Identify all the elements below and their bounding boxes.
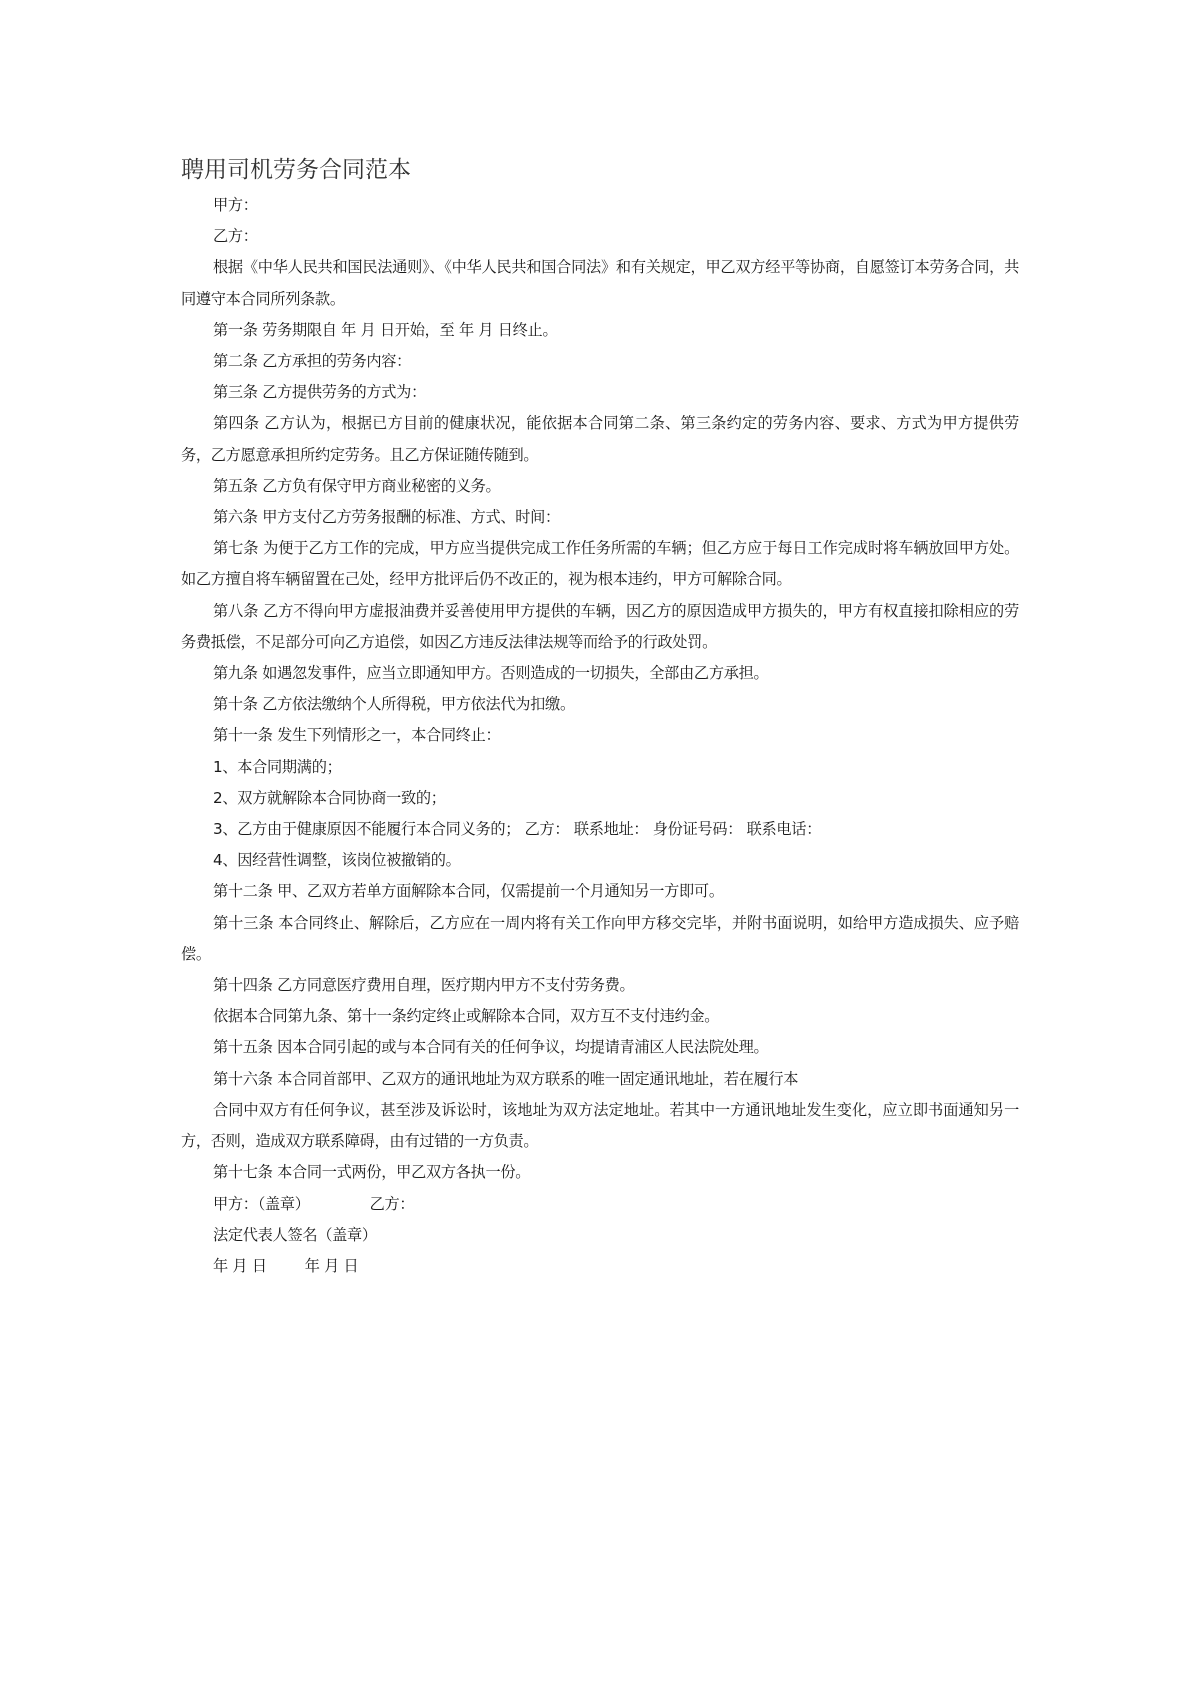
article-3: 第三条 乙方提供劳务的方式为： — [213, 383, 426, 402]
party-a-seal: 甲方：（盖章） — [213, 1194, 310, 1213]
article-14: 第十四条 乙方同意医疗费用自理，医疗期内甲方不支付劳务费。 — [213, 976, 635, 995]
party-a-line: 甲方： — [213, 196, 258, 214]
article-16: 第十六条 本合同首部甲、乙双方的通讯地址为双方联系的唯一固定通讯地址，若在履行本 — [213, 1069, 799, 1088]
date-a: 年 月 日 — [213, 1256, 267, 1275]
article-15: 第十五条 因本合同引起的或与本合同有关的任何争议，均提请青浦区人民法院处理。 — [213, 1038, 769, 1057]
no-penalty-clause: 依据本合同第九条、第十一条约定终止或解除本合同，双方互不支付违约金。 — [213, 1007, 720, 1026]
party-b-line: 乙方： — [213, 227, 258, 246]
article-10: 第十条 乙方依法缴纳个人所得税，甲方依法代为扣缴。 — [213, 695, 575, 714]
article-11-item-3: 3、乙方由于健康原因不能履行本合同义务的； 乙方： 联系地址： 身份证号码： 联系电话： — [213, 820, 822, 839]
article-2: 第二条 乙方承担的劳务内容： — [213, 352, 412, 371]
article-11-item-4: 4、因经营性调整，该岗位被撤销的。 — [213, 851, 461, 870]
article-6: 第六条 甲方支付乙方劳务报酬的标准、方式、时间： — [213, 508, 560, 527]
article-11-item-2: 2、双方就解除本合同协商一致的； — [213, 788, 446, 807]
article-17: 第十七条 本合同一式两份，甲乙双方各执一份。 — [213, 1163, 531, 1182]
preamble: 根据《中华人民共和国民法通则》、《中华人民共和国合同法》和有关规定，甲乙双方经平等协商，自愿签订本劳务合同，共同遵守本合同所列条款。 — [181, 258, 1019, 308]
article-4: 第四条 乙方认为，根据已方目前的健康状况，能依据本合同第二条、第三条约定的劳务内容、要求、方式为甲方提供劳务，乙方愿意承担所约定劳务。且乙方保证随传随到。 — [181, 414, 1019, 464]
signature-dates-line — [181, 1251, 1019, 1282]
article-12: 第十二条 甲、乙双方若单方面解除本合同，仅需提前一个月通知另一方即可。 — [213, 882, 724, 901]
article-1: 第一条 劳务期限自 年 月 日开始，至 年 月 日终止。 — [213, 320, 558, 339]
party-b-signature: 乙方： — [369, 1194, 415, 1213]
article-16-continued: 合同中双方有任何争议，甚至涉及诉讼时，该地址为双方法定地址。若其中一方通讯地址发生变化，应立即书面通知另一方，否则，造成双方联系障碍，由有过错的一方负责。 — [181, 1100, 1019, 1151]
article-11: 第十一条 发生下列情形之一，本合同终止： — [213, 726, 501, 745]
article-13: 第十三条 本合同终止、解除后，乙方应在一周内将有关工作向甲方移交完毕，并附书面说明，如给甲方造成损失、应予赔偿。 — [181, 913, 1019, 963]
article-5: 第五条 乙方负有保守甲方商业秘密的义务。 — [213, 476, 501, 495]
signature-parties-line — [181, 1189, 1019, 1220]
legal-rep-signature: 法定代表人签名（盖章） — [213, 1225, 377, 1244]
article-11-item-1: 1、本合同期满的； — [213, 757, 342, 776]
document-page — [181, 152, 1019, 1282]
article-9: 第九条 如遇忽发事件，应当立即通知甲方。否则造成的一切损失，全部由乙方承担。 — [213, 664, 769, 683]
document-title: 聘用司机劳务合同范本 — [181, 157, 411, 183]
date-b: 年 月 日 — [304, 1256, 359, 1275]
article-8: 第八条 乙方不得向甲方虚报油费并妥善使用甲方提供的车辆，因乙方的原因造成甲方损失的，甲方有权直接扣除相应的劳务费抵偿，不足部分可向乙方追偿，如因乙方违反法律法规等而给予的行政处罚。 — [181, 601, 1019, 651]
article-7: 第七条 为便于乙方工作的完成，甲方应当提供完成工作任务所需的车辆；但乙方应于每日工作完成时将车辆放回甲方处。如乙方擅自将车辆留置在己处，经甲方批评后仍不改正的，视为根本违约，甲方可解除合同。 — [181, 539, 1019, 589]
